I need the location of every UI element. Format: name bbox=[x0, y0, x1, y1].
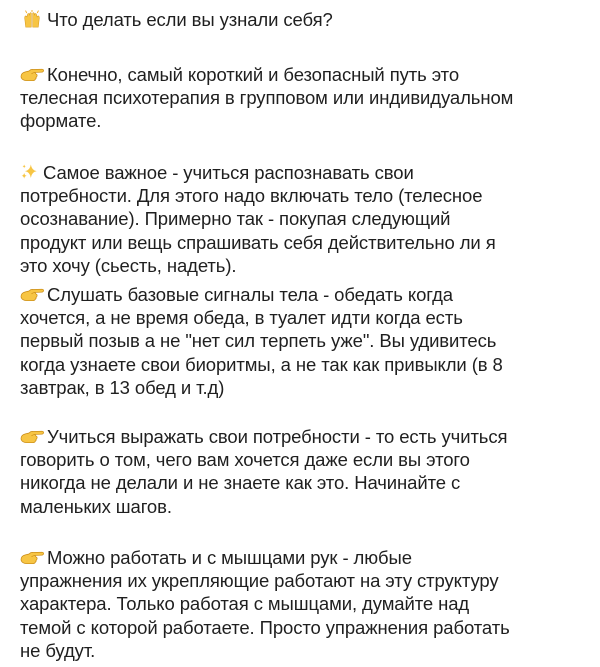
text-line: потребности. Для этого надо включать тело (телесное bbox=[20, 185, 483, 207]
paragraph-needs bbox=[20, 161, 496, 277]
text-line: Что делать если вы узнали себя? bbox=[20, 8, 333, 31]
paragraph-express-needs bbox=[20, 425, 507, 518]
text-line: Можно работать и с мышцами рук - любые bbox=[20, 546, 510, 569]
text-line: упражнения их укрепляющие работают на эту структуру bbox=[20, 570, 499, 592]
pointing-hand-icon bbox=[20, 285, 44, 303]
paragraph-arm-muscles bbox=[20, 546, 510, 662]
text-line: Самое важное - учиться распознавать свои bbox=[20, 161, 496, 184]
paragraph-therapy bbox=[20, 63, 513, 133]
text-line: продукт или вещь спрашивать себя действительно ли я bbox=[20, 231, 496, 253]
text-line: темой с которой работаете. Просто упражнения работать bbox=[20, 616, 510, 638]
text-line: первый позыв а не "нет сил терпеть уже". Вы удивитесь bbox=[20, 330, 497, 352]
raised-hands-icon bbox=[20, 10, 44, 28]
text-line: это хочу (сьесть, надеть). bbox=[20, 254, 237, 276]
text-line: не будут. bbox=[20, 639, 96, 661]
sparkles-icon bbox=[20, 163, 40, 181]
text-line: телесная психотерапия в групповом или индивидуальном bbox=[20, 87, 514, 109]
text-line: формате. bbox=[20, 110, 102, 132]
text-line: хочется, а не время обеда, в туалет идти когда есть bbox=[20, 307, 463, 329]
text-line: характера. Только работая с мышцами, думайте над bbox=[20, 593, 470, 615]
text-line: завтрак, в 13 обед и т.д) bbox=[20, 376, 225, 398]
text-line: осознавание). Примерно так - покупая следующий bbox=[20, 208, 451, 230]
paragraph-question bbox=[20, 8, 333, 31]
pointing-hand-icon bbox=[20, 548, 44, 566]
text-line: Слушать базовые сигналы тела - обедать когда bbox=[20, 283, 503, 306]
pointing-hand-icon bbox=[20, 427, 44, 445]
text-line: говорить о том, чего вам хочется даже если вы этого bbox=[20, 449, 470, 471]
text-line: никогда не делали и не знаете как это. Начинайте с bbox=[20, 472, 461, 494]
text-line: Конечно, самый короткий и безопасный путь это bbox=[20, 63, 513, 86]
paragraph-body-signals bbox=[20, 283, 503, 399]
pointing-hand-icon bbox=[20, 65, 44, 83]
text-line: Учиться выражать свои потребности - то есть учиться bbox=[20, 425, 507, 448]
text-line: когда узнаете свои биоритмы, а не так как привыкли (в 8 bbox=[20, 353, 503, 375]
text-line: маленьких шагов. bbox=[20, 495, 172, 517]
